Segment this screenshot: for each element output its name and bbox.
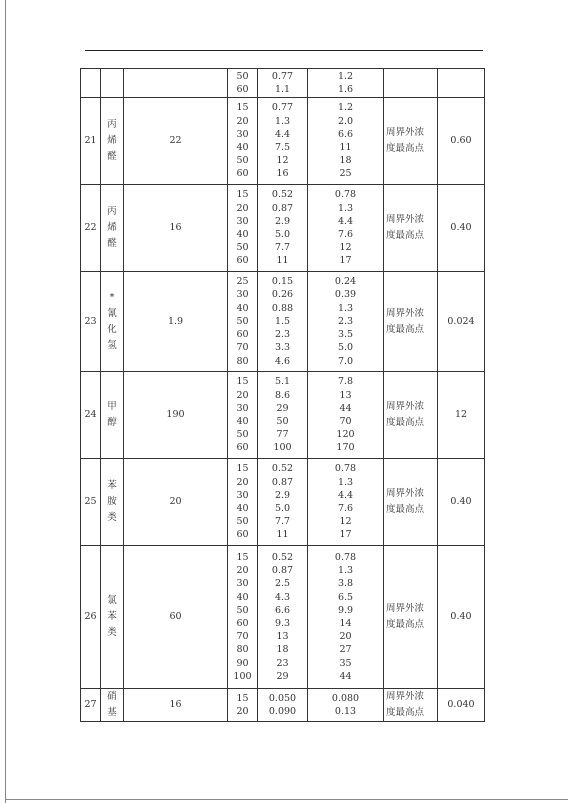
concentration-limit: 0.40: [438, 185, 485, 272]
emission-rate-grade-b: [308, 185, 384, 272]
rate-value: 1.3: [337, 476, 354, 488]
rate-value: 44: [339, 402, 352, 414]
stack-height: 25: [236, 276, 249, 288]
row-number: 25: [81, 459, 101, 546]
stack-height: 30: [236, 578, 249, 590]
page-bottom-border: [5, 799, 568, 800]
pollutant-name-char: 醛: [107, 238, 117, 249]
max-concentration: 22: [124, 98, 228, 185]
stack-height: 40: [236, 142, 249, 153]
rate-value: 2.9: [274, 215, 291, 227]
pollutant-name: [101, 98, 124, 185]
rate-value: 0.13: [334, 706, 357, 717]
pollutant-name-char: 氯: [107, 595, 117, 606]
rate-value: 4.4: [274, 128, 291, 140]
rate-value: 0.24: [334, 276, 357, 288]
rate-value: 7.7: [274, 242, 291, 254]
table-body: [81, 69, 485, 722]
max-concentration: 20: [124, 459, 228, 546]
rate-value: 77: [276, 429, 289, 441]
rate-value: 17: [339, 529, 352, 541]
stack-height: 15: [236, 376, 249, 388]
page-left-border: [5, 0, 6, 803]
pollutant-name-char: 醛: [107, 151, 117, 162]
concentration-limit: 12: [438, 372, 485, 459]
stack-heights: [228, 689, 258, 722]
pollutant-name-char: 胺: [107, 496, 117, 507]
stack-height: 40: [236, 416, 249, 427]
stack-height: 30: [236, 215, 249, 227]
location-line: 周界外浓: [386, 603, 425, 614]
emission-rate-grade-b: [308, 69, 384, 98]
rate-value: 5.0: [337, 342, 354, 354]
location-line: 周界外浓: [386, 214, 425, 225]
pollutant-name-char: 烯: [107, 222, 117, 233]
stack-heights: [228, 272, 258, 372]
rate-value: 70: [339, 416, 352, 427]
rate-value: 1.3: [337, 565, 354, 577]
row-number: 26: [81, 546, 101, 689]
location-line: 周界外浓: [386, 401, 425, 412]
stack-height: 60: [236, 618, 249, 629]
rate-value: 23: [276, 657, 289, 669]
rate-value: 1.5: [274, 315, 291, 327]
table-row: [81, 98, 485, 185]
rate-value: 11: [276, 529, 289, 541]
rate-value: 1.3: [337, 302, 354, 314]
rate-value: 12: [339, 516, 352, 528]
rate-value: 2.3: [274, 329, 291, 341]
emission-rate-grade-b: [308, 372, 384, 459]
rate-value: 0.78: [334, 463, 357, 475]
stack-height: 50: [236, 604, 249, 616]
monitoring-location: [384, 689, 438, 722]
rate-value: 4.4: [337, 215, 354, 227]
rate-value: 1.6: [337, 84, 354, 95]
stack-heights: [228, 546, 258, 689]
stack-heights: [228, 185, 258, 272]
stack-height: 100: [233, 670, 252, 682]
rate-value: 29: [276, 670, 289, 682]
rate-value: 0.88: [271, 302, 294, 314]
rate-value: 4.3: [274, 591, 291, 603]
location-line: 周界外浓: [386, 691, 425, 702]
emission-rate-grade-b: [308, 689, 384, 722]
pollutant-name-char: 氰: [107, 307, 117, 319]
location-line: 度最高点: [386, 417, 425, 428]
rate-value: 25: [339, 168, 352, 180]
rate-value: 5.1: [274, 376, 291, 388]
rate-value: 3.5: [337, 329, 354, 341]
rate-value: 7.5: [274, 142, 291, 153]
rate-value: 4.6: [274, 355, 291, 367]
monitoring-location: [384, 372, 438, 459]
rate-value: 6.5: [337, 591, 354, 603]
pollutant-name: [101, 546, 124, 689]
stack-height: 15: [236, 102, 249, 114]
concentration-limit: 0.60: [438, 98, 485, 185]
concentration-limit: 0.40: [438, 459, 485, 546]
rate-value: 0.78: [334, 189, 357, 201]
pollutant-name-char: 硝: [107, 691, 117, 702]
location-line: 周界外浓: [386, 307, 425, 319]
rate-value: 29: [276, 402, 289, 414]
concentration-limit: 0.024: [438, 272, 485, 372]
pollutant-name-char: 丙: [107, 119, 117, 130]
stack-height: 50: [236, 516, 249, 528]
rate-value: 11: [276, 255, 289, 267]
pollutant-name-char: 化: [107, 323, 117, 335]
rate-value: 7.7: [274, 516, 291, 528]
rate-value: 0.39: [334, 289, 357, 301]
table-row: [81, 185, 485, 272]
rate-value: 0.52: [271, 463, 294, 475]
rate-value: 0.87: [271, 476, 294, 488]
concentration-limit: [438, 69, 485, 98]
rate-value: 1.2: [337, 70, 354, 82]
pollutant-name: [101, 272, 124, 372]
rate-value: 0.87: [271, 565, 294, 577]
rate-value: 2.9: [274, 489, 291, 501]
stack-height: 60: [236, 442, 249, 454]
stack-height: 40: [236, 302, 249, 314]
stack-height: 40: [236, 503, 249, 514]
rate-value: 20: [339, 631, 352, 643]
location-line: 度最高点: [386, 230, 425, 241]
pollutant-name-char: 氢: [107, 339, 117, 351]
monitoring-location: [384, 69, 438, 98]
max-concentration: 16: [124, 185, 228, 272]
rate-value: 1.3: [337, 202, 354, 214]
pollutant-name-char: 烯: [107, 135, 117, 146]
emission-rate-grade-a: [258, 546, 308, 689]
table-row: [81, 546, 485, 689]
location-line: 度最高点: [386, 707, 425, 718]
rate-value: 7.6: [337, 503, 354, 514]
stack-height: 60: [236, 329, 249, 341]
row-number: 22: [81, 185, 101, 272]
concentration-limit: 0.040: [438, 689, 485, 722]
rate-value: 9.3: [274, 618, 291, 629]
row-number: 24: [81, 372, 101, 459]
pollutant-name: [101, 459, 124, 546]
stack-height: 15: [236, 551, 249, 563]
rate-value: 9.9: [337, 604, 354, 616]
location-line: 周界外浓: [386, 127, 425, 138]
rate-value: 12: [339, 242, 352, 254]
max-concentration: 1.9: [124, 272, 228, 372]
stack-height: 60: [236, 529, 249, 541]
rate-value: 7.6: [337, 229, 354, 240]
location-line: 周界外浓: [386, 488, 425, 499]
stack-height: 60: [236, 84, 249, 95]
stack-height: 20: [236, 115, 249, 127]
stack-height: 70: [236, 342, 249, 354]
rate-value: 120: [336, 429, 355, 441]
rate-value: 6.6: [274, 604, 291, 616]
rate-value: 0.090: [268, 706, 297, 717]
rate-value: 0.52: [271, 189, 294, 201]
pollutant-name-char: *: [109, 291, 115, 303]
rate-value: 3.8: [337, 578, 354, 590]
rate-value: 0.78: [334, 551, 357, 563]
rate-value: 0.87: [271, 202, 294, 214]
rate-value: 3.3: [274, 342, 291, 354]
pollutant-name: [101, 69, 124, 98]
rate-value: 0.080: [331, 692, 360, 704]
stack-height: 15: [236, 692, 249, 704]
rate-value: 13: [339, 389, 352, 401]
max-concentration: 16: [124, 689, 228, 722]
table-row: [81, 69, 485, 98]
stack-height: 50: [236, 242, 249, 254]
stack-height: 30: [236, 402, 249, 414]
rate-value: 8.6: [274, 389, 291, 401]
emission-rate-grade-a: [258, 185, 308, 272]
rate-value: 17: [339, 255, 352, 267]
emission-rate-grade-a: [258, 272, 308, 372]
table-row: [81, 689, 485, 722]
monitoring-location: [384, 459, 438, 546]
monitoring-location: [384, 98, 438, 185]
stack-height: 70: [236, 631, 249, 643]
rate-value: 50: [276, 416, 289, 427]
max-concentration: 190: [124, 372, 228, 459]
location-line: 度最高点: [386, 323, 425, 335]
rate-value: 0.77: [271, 102, 294, 114]
rate-value: 27: [339, 644, 352, 656]
stack-height: 20: [236, 476, 249, 488]
stack-height: 20: [236, 202, 249, 214]
stack-height: 80: [236, 355, 249, 367]
rate-value: 1.2: [337, 102, 354, 114]
rate-value: 16: [276, 168, 289, 180]
concentration-limit: 0.40: [438, 546, 485, 689]
rate-value: 1.1: [274, 84, 291, 95]
emission-rate-grade-b: [308, 98, 384, 185]
header-rule: [85, 50, 483, 51]
rate-value: 18: [276, 644, 289, 656]
pollutant-name-char: 类: [107, 627, 117, 638]
stack-height: 20: [236, 706, 249, 717]
stack-height: 30: [236, 489, 249, 501]
max-concentration: 60: [124, 546, 228, 689]
pollutant-name-char: 丙: [107, 206, 117, 217]
emission-rate-grade-b: [308, 546, 384, 689]
rate-value: 2.5: [274, 578, 291, 590]
pollutant-name-char: 苯: [107, 611, 117, 622]
rate-value: 35: [339, 657, 352, 669]
rate-value: 11: [339, 142, 352, 153]
rate-value: 44: [339, 670, 352, 682]
table-row: [81, 372, 485, 459]
pollutant-name: [101, 689, 124, 722]
stack-height: 50: [236, 155, 249, 167]
pollutant-name-char: 苯: [107, 480, 117, 491]
rate-value: 18: [339, 155, 352, 167]
emission-rate-grade-b: [308, 459, 384, 546]
pollutant-name: [101, 185, 124, 272]
rate-value: 12: [276, 155, 289, 167]
emission-rate-grade-a: [258, 372, 308, 459]
stack-height: 80: [236, 644, 249, 656]
row-number: 21: [81, 98, 101, 185]
pollutant-name-char: 甲: [107, 401, 117, 412]
rate-value: 2.3: [337, 315, 354, 327]
max-concentration: [124, 69, 228, 98]
stack-height: 30: [236, 289, 249, 301]
emission-rate-grade-a: [258, 98, 308, 185]
rate-value: 7.8: [337, 376, 354, 388]
monitoring-location: [384, 185, 438, 272]
pollutant-name-char: 类: [107, 512, 117, 523]
rate-value: 5.0: [274, 503, 291, 514]
location-line: 度最高点: [386, 143, 425, 154]
stack-heights: [228, 459, 258, 546]
stack-height: 50: [236, 315, 249, 327]
rate-value: 1.3: [274, 115, 291, 127]
rate-value: 0.26: [271, 289, 294, 301]
rate-value: 170: [336, 442, 355, 454]
stack-height: 40: [236, 229, 249, 240]
stack-heights: [228, 69, 258, 98]
stack-heights: [228, 98, 258, 185]
emission-rate-grade-a: [258, 689, 308, 722]
rate-value: 4.4: [337, 489, 354, 501]
rate-value: 13: [276, 631, 289, 643]
emission-limits-table: [80, 68, 485, 722]
rate-value: 0.050: [268, 692, 297, 704]
stack-heights: [228, 372, 258, 459]
stack-height: 50: [236, 429, 249, 441]
row-number: 23: [81, 272, 101, 372]
stack-height: 30: [236, 128, 249, 140]
location-line: 度最高点: [386, 619, 425, 630]
table-row: [81, 459, 485, 546]
stack-height: 15: [236, 463, 249, 475]
row-number: 27: [81, 689, 101, 722]
stack-height: 15: [236, 189, 249, 201]
rate-value: 100: [273, 442, 292, 454]
rate-value: 7.0: [337, 355, 354, 367]
emission-rate-grade-b: [308, 272, 384, 372]
rate-value: 14: [339, 618, 352, 629]
stack-height: 20: [236, 389, 249, 401]
table-row: [81, 272, 485, 372]
monitoring-location: [384, 546, 438, 689]
pollutant-name: [101, 372, 124, 459]
rate-value: 6.6: [337, 128, 354, 140]
stack-height: 40: [236, 591, 249, 603]
rate-value: 5.0: [274, 229, 291, 240]
rate-value: 0.77: [271, 70, 294, 82]
pollutant-name-char: 醇: [107, 417, 117, 428]
pollutant-name-char: 基: [107, 707, 117, 718]
stack-height: 60: [236, 168, 249, 180]
stack-height: 20: [236, 565, 249, 577]
rate-value: 0.52: [271, 551, 294, 563]
emission-rate-grade-a: [258, 459, 308, 546]
monitoring-location: [384, 272, 438, 372]
location-line: 度最高点: [386, 504, 425, 515]
row-number: [81, 69, 101, 98]
stack-height: 90: [236, 657, 249, 669]
rate-value: 2.0: [337, 115, 354, 127]
stack-height: 60: [236, 255, 249, 267]
emission-rate-grade-a: [258, 69, 308, 98]
rate-value: 0.15: [271, 276, 294, 288]
stack-height: 50: [236, 70, 249, 82]
